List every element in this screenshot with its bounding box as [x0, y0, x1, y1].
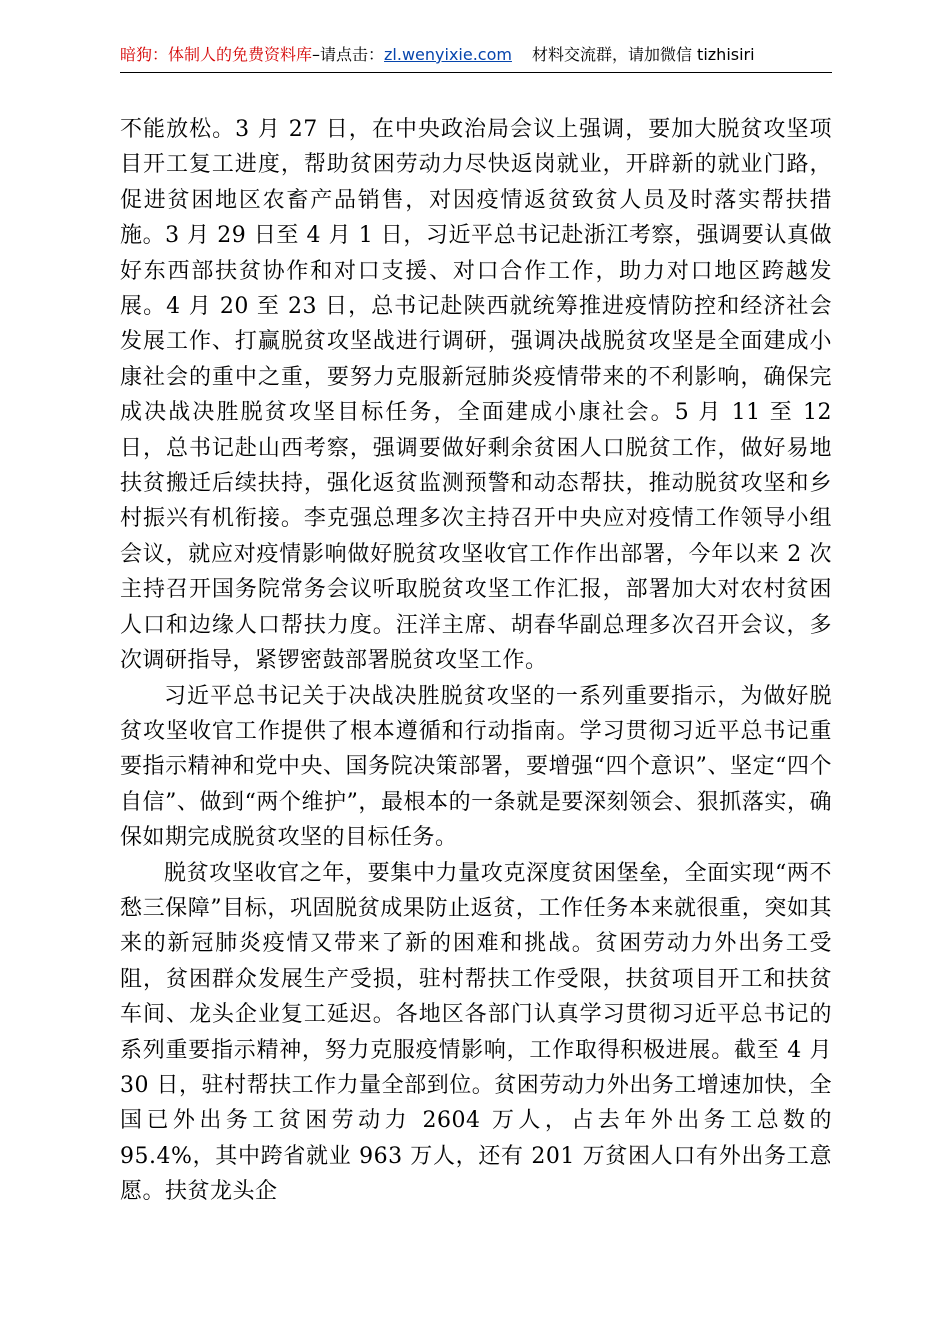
header-prompt: –请点击： [312, 45, 385, 64]
paragraph-3: 脱贫攻坚收官之年，要集中力量攻克深度贫困堡垒，全面实现“两不愁三保障”目标，巩固脱贫成果防止返贫，工作任务本来就很重，突如其来的新冠肺炎疫情又带来了新的困难和挑战。贫困劳动力外出务工受阻，贫困群众发展生产受损，驻村帮扶工作受限，扶贫项目开工和扶贫车间、龙头企业复工延迟。各地区各部门认真学习贯彻习近平总书记的系列重要指示精神，努力克服疫情影响，工作取得积极进展。截至 4 月 30 日，驻村帮扶工作力量全部到位。贫困劳动力外出务工增速加快，全国已外出务工贫困劳动力 2604 万人，占去年外出务工总数的 95.4%，其中跨省就业 963 万人，还有 201 万贫困人口有外出务工意愿。扶贫龙头企 [120, 860, 832, 1205]
paragraph-2: 习近平总书记关于决战决胜脱贫攻坚的一系列重要指示，为做好脱贫攻坚收官工作提供了根本遵循和行动指南。学习贯彻习近平总书记重要指示精神和党中央、国务院决策部署，要增强“四个意识”、坚定“四个自信”、做到“两个维护”，最根本的一条就是要深刻领会、狠抓落实，确保如期完成脱贫攻坚的目标任务。 [120, 683, 832, 851]
header-wechat-group: 材料交流群，请加微信 tizhisiri [531, 45, 755, 64]
header-link[interactable]: zl.wenyixie.com [384, 45, 512, 64]
paragraph-1: 不能放松。3 月 27 日，在中央政治局会议上强调，要加大脱贫攻坚项目开工复工进度，帮助贫困劳动力尽快返岗就业，开辟新的就业门路，促进贫困地区农畜产品销售，对因疫情返贫致贫人员及时落实帮扶措施。3 月 29 日至 4 月 1 日，习近平总书记赴浙江考察，强调要认真做好东西部扶贫协作和对口支援、对口合作工作，助力对口地区跨越发展。4 月 20 至 23 日，总书记赴陕西就统筹推进疫情防控和经济社会发展工作、打赢脱贫攻坚战进行调研，强调决战脱贫攻坚是全面建成小康社会的重中之重，要努力克服新冠肺炎疫情带来的不利影响，确保完成决战决胜脱贫攻坚目标任务，全面建成小康社会。5 月 11 至 12 日，总书记赴山西考察，强调要做好剩余贫困人口脱贫工作，做好易地扶贫搬迁后续扶持，强化返贫监测预警和动态帮扶，推动脱贫攻坚和乡村振兴有机衔接。李克强总理多次主持召开中央应对疫情工作领导小组会议，就应对疫情影响做好脱贫攻坚收官工作作出部署，今年以来 2 次主持召开国务院常务会议听取脱贫攻坚工作汇报，部署加大对农村贫困人口和边缘人口帮扶力度。汪洋主席、胡春华副总理多次召开会议，多次调研指导，紧锣密鼓部署脱贫攻坚工作。 [120, 117, 833, 674]
header-brand: 暗狗：体制人的免费资料库 [120, 45, 313, 64]
document-body [120, 112, 832, 1210]
page-header [120, 38, 832, 73]
